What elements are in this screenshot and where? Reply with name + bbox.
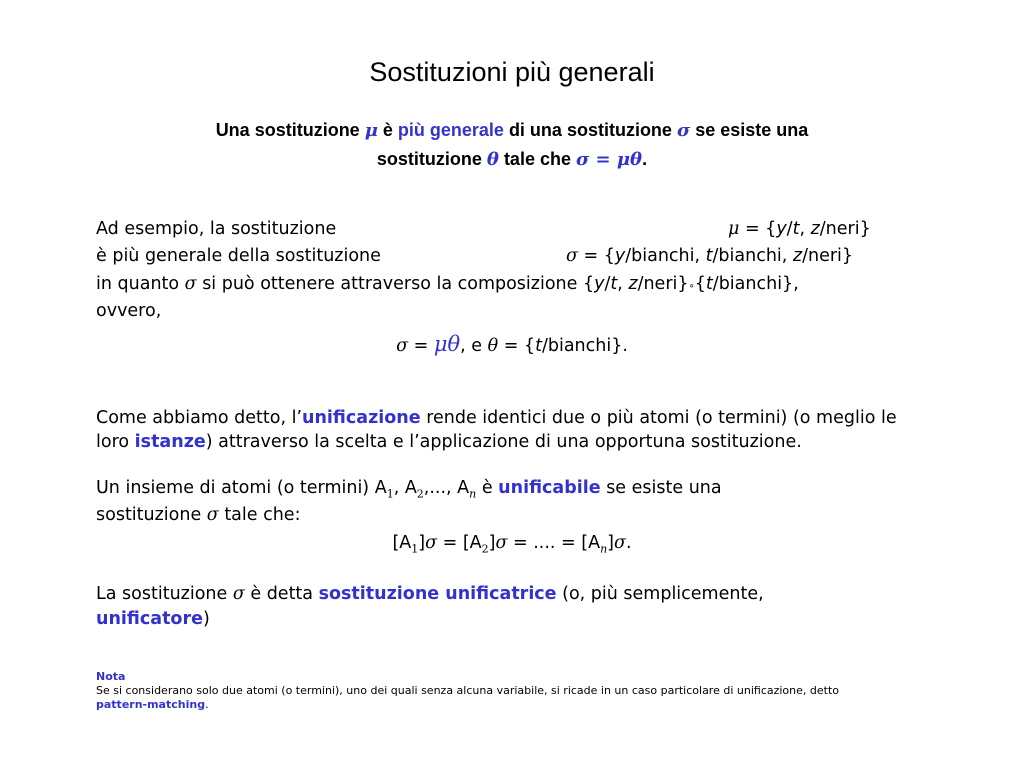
slide-title: Sostituzioni più generali (369, 57, 655, 87)
unification-formula: $[A_1]\sigma = [A_2]\sigma$ = .... = $[A_n]\sigma$. (392, 533, 632, 556)
example-line-3: in quanto σ si può ottenere attraverso la composizione {y/t, z/neri}∘{t/bianchi}, (96, 274, 799, 294)
unificabile-line-1: Un insieme di atomi (o termini) $A_1$, $A_2$,..., $A_n$ è unificabile se esiste una (96, 478, 722, 501)
unificabile-line-2: sostituzione σ tale che: (96, 505, 301, 525)
example-line-2: è più generale della sostituzione (96, 246, 381, 266)
sigma-symbol: σ (676, 120, 691, 141)
term-unificatore: unificatore (96, 609, 203, 629)
definition-equation: σ = μθ (575, 149, 643, 170)
term-piu-generale: più generale (397, 120, 504, 140)
example-formula: σ = μθ, e θ = {t/bianchi}. (396, 332, 628, 356)
unificatrice-paragraph: La sostituzione σ è detta sostituzione unificatrice (o, più semplicemente, unificatore) (96, 584, 764, 629)
note-text: Se si considerano solo due atomi (o termini), uno dei quali senza alcuna variabile, si ricade in un caso particolare di unificazione, detto pattern-matching. (96, 684, 840, 711)
unification-paragraph: Come abbiamo detto, l’unificazione rende identici due o più atomi (o termini) (o meglio le loro istanze) attraverso la scelta e l’applicazione di una opportuna sostituzione. (96, 408, 897, 452)
term-unificazione: unificazione (302, 408, 421, 428)
mu-definition: μ = {y/t, z/neri} (728, 219, 871, 239)
term-istanze: istanze (134, 432, 206, 452)
note-box (96, 670, 926, 712)
sigma-definition: σ = {y/bianchi, t/bianchi, z/neri} (566, 246, 854, 266)
term-pattern-matching: pattern-matching (96, 698, 206, 711)
term-sostituzione-unificatrice: sostituzione unificatrice (318, 584, 557, 604)
compose-icon: ∘ (688, 281, 695, 292)
theta-symbol: θ (486, 149, 499, 170)
mu-symbol: μ (364, 120, 378, 141)
example-line-4: ovvero, (96, 301, 162, 321)
term-unificabile: unificabile (498, 478, 601, 498)
definition-text: Una sostituzione μ è più generale di una sostituzione σ se esiste una sostituzione θ tale che σ = μθ. (215, 120, 809, 170)
example-line-1: Ad esempio, la sostituzione (96, 219, 337, 239)
note-heading: Nota (96, 670, 126, 683)
